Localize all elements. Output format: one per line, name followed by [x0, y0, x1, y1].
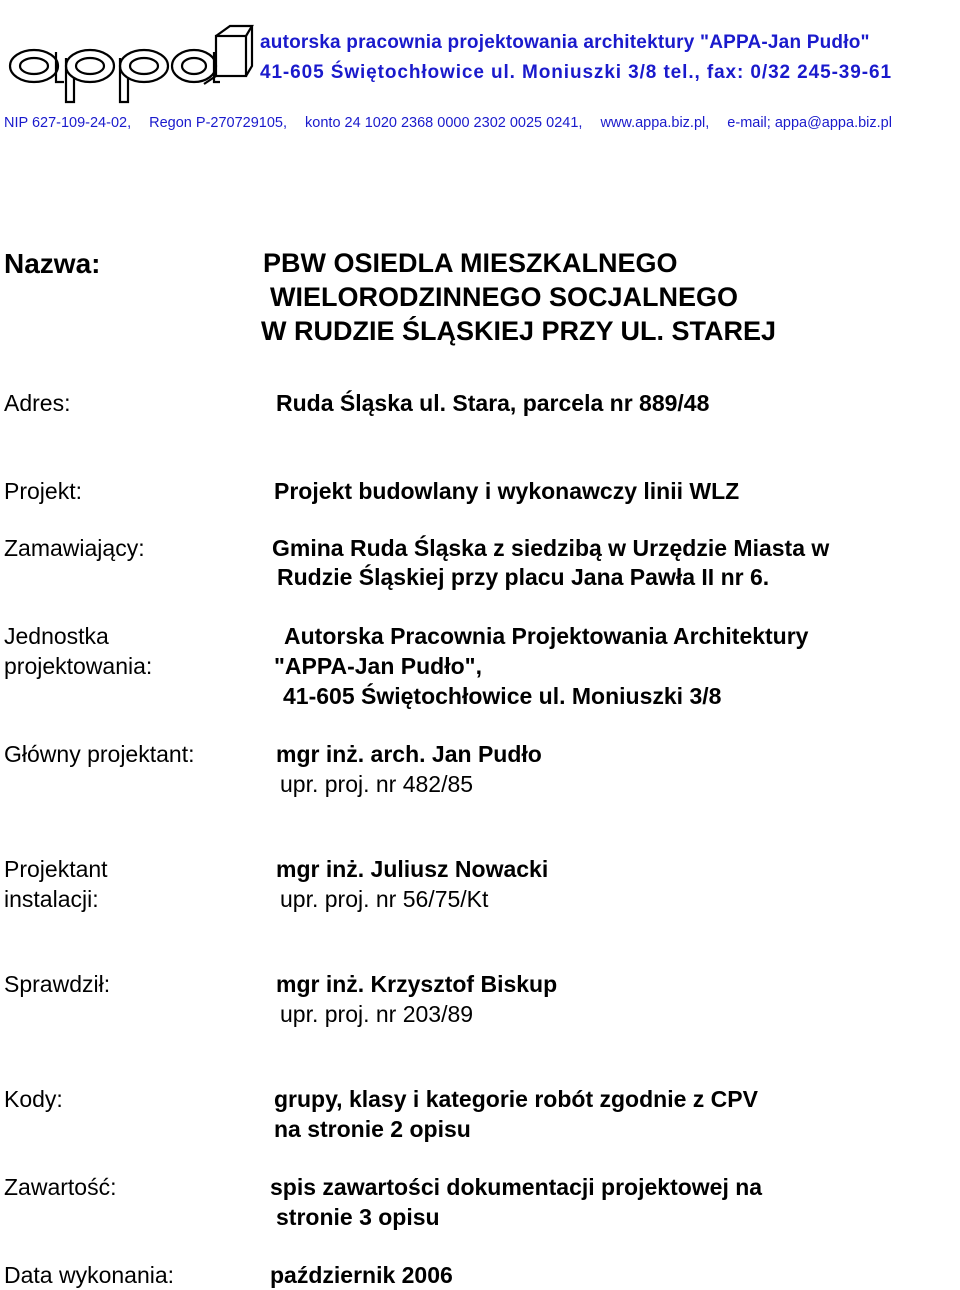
website-link[interactable]: www.appa.biz.pl, [600, 115, 710, 131]
appa-logo [4, 22, 254, 104]
email-link[interactable]: e-mail; appa@appa.biz.pl [727, 115, 892, 131]
zamawiajacy-line-1: Gmina Ruda Śląska z siedzibą w Urzędzie Miasta w [272, 535, 830, 561]
instalacji-label-line-1: Projektant [4, 856, 108, 882]
sprawdzil-license: upr. proj. nr 203/89 [280, 1001, 474, 1027]
jednostka-line-1: Autorska Pracownia Projektowania Architektury [284, 623, 809, 649]
instalacji-name: mgr inż. Juliusz Nowacki [276, 856, 549, 882]
zawartosc-line-1: spis zawartości dokumentacji projektowej na [270, 1174, 763, 1200]
bank-account: konto 24 1020 2368 0000 2302 0025 0241, [305, 115, 583, 131]
zamawiajacy-line-2: Rudzie Śląskiej przy placu Jana Pawła II nr 6. [277, 564, 770, 590]
jednostka-line-2: "APPA-Jan Pudło", [274, 653, 482, 679]
projekt-label: Projekt: [4, 478, 82, 504]
sprawdzil-label: Sprawdził: [4, 971, 111, 997]
jednostka-label-line-1: Jednostka [4, 623, 109, 649]
data-wykonania-value: październik 2006 [270, 1262, 453, 1288]
data-wykonania-label: Data wykonania: [4, 1262, 175, 1288]
project-title-line-2: WIELORODZINNEGO SOCJALNEGO [270, 282, 739, 312]
instalacji-license: upr. proj. nr 56/75/Kt [280, 886, 489, 912]
glowny-projektant-name: mgr inż. arch. Jan Pudło [276, 741, 542, 767]
nip: NIP 627-109-24-02, [4, 115, 132, 131]
kody-line-2: na stronie 2 opisu [274, 1116, 471, 1142]
jednostka-line-3: 41-605 Świętochłowice ul. Moniuszki 3/8 [283, 683, 722, 709]
nazwa-label: Nazwa: [4, 248, 101, 279]
instalacji-label-line-2: instalacji: [4, 886, 99, 912]
glowny-projektant-license: upr. proj. nr 482/85 [280, 771, 474, 797]
header-info-line [4, 115, 892, 131]
zawartosc-line-2: stronie 3 opisu [276, 1204, 440, 1230]
regon: Regon P-270729105, [149, 115, 288, 131]
kody-line-1: grupy, klasy i kategorie robót zgodnie z CPV [274, 1086, 758, 1112]
project-title-line-1: PBW OSIEDLA MIESZKALNEGO [263, 248, 678, 278]
adres-value: Ruda Śląska ul. Stara, parcela nr 889/48 [276, 390, 710, 416]
project-title-line-3: W RUDZIE ŚLĄSKIEJ PRZY UL. STAREJ [261, 316, 777, 346]
glowny-projektant-label: Główny projektant: [4, 741, 195, 767]
header-address-line: 41-605 Świętochłowice ul. Moniuszki 3/8 tel., fax: 0/32 245-39-61 [260, 62, 892, 83]
sprawdzil-name: mgr inż. Krzysztof Biskup [276, 971, 558, 997]
zawartosc-label: Zawartość: [4, 1174, 117, 1200]
kody-label: Kody: [4, 1086, 63, 1112]
jednostka-label-line-2: projektowania: [4, 653, 153, 679]
header-company-line: autorska pracownia projektowania architektury "APPA-Jan Pudło" [260, 32, 870, 53]
zamawiajacy-label: Zamawiający: [4, 535, 145, 561]
projekt-value: Projekt budowlany i wykonawczy linii WLZ [274, 478, 740, 504]
adres-label: Adres: [4, 390, 71, 416]
